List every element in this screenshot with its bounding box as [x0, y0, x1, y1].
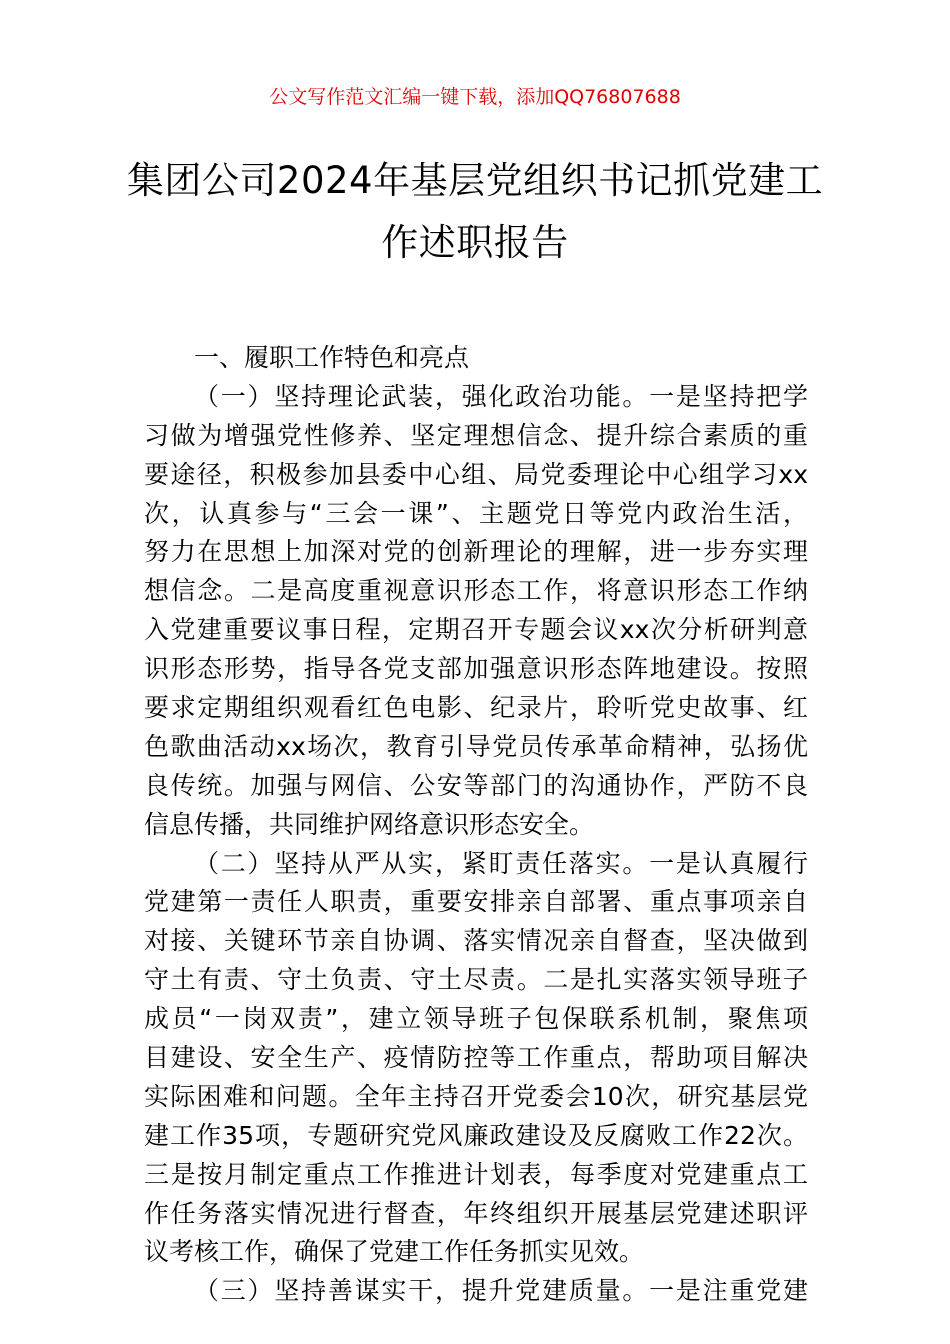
paragraph-line: 议考核工作，确保了党建工作任务抓实见效。: [144, 1237, 645, 1267]
section-heading: 一、履职工作特色和亮点: [194, 343, 470, 372]
paragraph-line: 实际困难和问题。全年主持召开党委会10次，研究基层党: [144, 1081, 808, 1111]
paragraph-line: （三）坚持善谋实干，提升党建质量。一是注重党建: [194, 1276, 808, 1306]
paragraph-line: 次，认真参与“三会一课”、主题党日等党内政治生活，: [144, 498, 808, 528]
paragraph-line: 良传统。加强与网信、公安等部门的沟通协作，严防不良: [144, 770, 808, 800]
paragraph-line: 守土有责、守土负责、守土尽责。二是扎实落实领导班子: [144, 965, 808, 995]
paragraph-line: 信息传播，共同维护网络意识形态安全。: [144, 809, 595, 839]
paragraph-line: 努力在思想上加深对党的创新理论的理解，进一步夯实理: [144, 537, 808, 567]
title-line: 作述职报告: [381, 221, 569, 264]
paragraph-line: 要途径，积极参加县委中心组、局党委理论中心组学习xx: [144, 459, 808, 489]
paragraph-line: 要求定期组织观看红色电影、纪录片，聆听党史故事、红: [144, 693, 808, 723]
paragraph-line: 建工作35项，专题研究党风廉政建设及反腐败工作22次。: [144, 1120, 808, 1150]
paragraph-line: 习做为增强党性修养、坚定理想信念、提升综合素质的重: [144, 420, 808, 450]
paragraph-line: 作任务落实情况进行督查，年终组织开展基层党建述职评: [144, 1198, 808, 1228]
paragraph-line: 目建设、安全生产、疫情防控等工作重点，帮助项目解决: [144, 1043, 808, 1073]
paragraph-line: （一）坚持理论武装，强化政治功能。一是坚持把学: [194, 381, 808, 411]
paragraph-line: （二）坚持从严从实，紧盯责任落实。一是认真履行: [194, 848, 808, 878]
download-banner: 公文写作范文汇编一键下载，添加QQ76807688: [269, 86, 681, 108]
document-title: [100, 150, 850, 274]
title-line: 集团公司2024年基层党组织书记抓党建工: [126, 159, 824, 202]
document-body: [144, 339, 808, 1311]
paragraph-line: 对接、关键环节亲自协调、落实情况亲自督查，坚决做到: [144, 926, 808, 956]
paragraph-line: 入党建重要议事日程，定期召开专题会议xx次分析研判意: [144, 615, 808, 645]
paragraph-line: 色歌曲活动xx场次，教育引导党员传承革命精神，弘扬优: [144, 731, 808, 761]
paragraph-line: 党建第一责任人职责，重要安排亲自部署、重点事项亲自: [144, 887, 808, 917]
paragraph-line: 识形态形势，指导各党支部加强意识形态阵地建设。按照: [144, 654, 808, 684]
paragraph-line: 想信念。二是高度重视意识形态工作，将意识形态工作纳: [144, 576, 808, 606]
paragraph-line: 成员“一岗双责”，建立领导班子包保联系机制，聚焦项: [144, 1004, 808, 1034]
paragraph-line: 三是按月制定重点工作推进计划表，每季度对党建重点工: [144, 1159, 808, 1189]
